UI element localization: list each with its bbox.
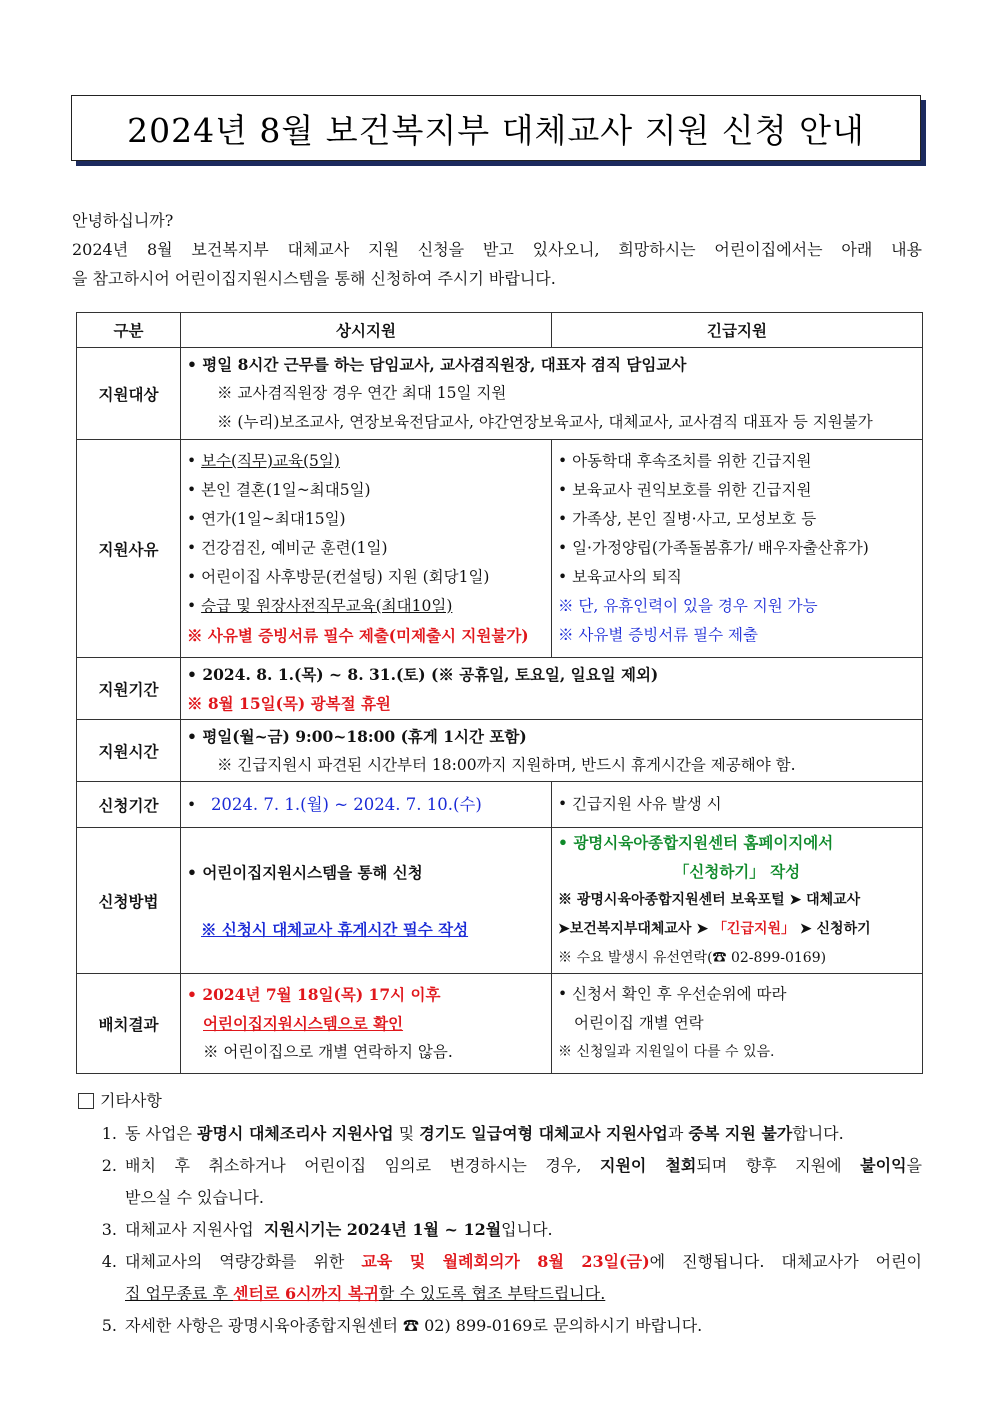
- row-label-target: 지원대상: [77, 348, 181, 440]
- apply-period-emergency: • 긴급지원 사유 발생 시: [558, 795, 722, 813]
- method-emergency-line-2: 「신청하기」 작성: [673, 862, 801, 881]
- support-table: [76, 312, 923, 1074]
- hours-cell: [181, 720, 923, 782]
- result-emergency-line-2: 어린이집 개별 연락: [574, 1014, 704, 1032]
- header-emergency: 긴급지원: [552, 313, 923, 348]
- reason-regular-item: • 어린이집 사후방문(컨설팅) 지원 (회당1일): [187, 568, 490, 586]
- reason-regular-item: • 보수(직무)교육(5일): [187, 452, 340, 470]
- reason-regular-item: • 본인 결혼(1일~최대5일): [187, 481, 371, 499]
- etc-item-2-cont: 받으실 수 있습니다.: [125, 1188, 264, 1207]
- intro: [72, 206, 922, 293]
- result-regular-line-2: 어린이집지원시스템으로 확인: [203, 1014, 404, 1033]
- method-regular-line-1: • 어린이집지원시스템을 통해 신청: [187, 862, 423, 882]
- reason-emergency-cell: [552, 440, 923, 658]
- reason-emergency-item: • 보육교사의 퇴직: [558, 568, 682, 586]
- header-regular: 상시지원: [181, 313, 552, 348]
- reason-regular-cell: [181, 440, 552, 658]
- etc-item-5: 5. 자세한 사항은 광명시육아종합지원센터 ☎ 02) 899-0169로 문의하시기 바랍니다.: [101, 1316, 703, 1335]
- target-line-2: ※ 교사겸직원장 경우 연간 최대 15일 지원: [217, 384, 507, 402]
- method-regular-cell: [181, 828, 552, 974]
- etc-item-4: 4. 대체교사의 역량강화를 위한 교육 및 월례회의가 8월 23일(금)에 진행됩니다. 대체교사가 어린이: [101, 1252, 922, 1271]
- period-line-1: • 2024. 8. 1.(목) ~ 8. 31.(토) (※ 공휴일, 토요일, 일요일 제외): [187, 664, 659, 684]
- result-regular-line-3: ※ 어린이집으로 개별 연락하지 않음.: [203, 1043, 453, 1061]
- result-regular-cell: [181, 974, 552, 1074]
- row-label-reason: 지원사유: [77, 440, 181, 658]
- etc-item-4-cont: 집 업무종료 후 센터로 6시까지 복귀할 수 있도록 협조 부탁드립니다.: [125, 1284, 606, 1303]
- spacer: [187, 887, 545, 915]
- reason-emergency-note-1: ※ 단, 유휴인력이 있을 경우 지원 가능: [558, 597, 818, 615]
- result-emergency-cell: [552, 974, 923, 1074]
- target-cell: [181, 348, 923, 440]
- apply-period-emergency-cell: [552, 782, 923, 828]
- result-regular-line-1: • 2024년 7월 18일(목) 17시 이후: [187, 985, 441, 1004]
- etc-item-2: 2. 배치 후 취소하거나 어린이집 임의로 변경하시는 경우, 지원이 철회되며 향후 지원에 불이익을: [101, 1156, 922, 1175]
- row-result: [77, 974, 923, 1074]
- reason-emergency-item: • 아동학대 후속조치를 위한 긴급지원: [558, 452, 812, 470]
- row-target: [77, 348, 923, 440]
- method-emergency-line-3: ※ 광명시육아종합지원센터 보육포털 ➤ 대체교사: [558, 892, 861, 908]
- apply-period-regular: • 2024. 7. 1.(월) ~ 2024. 7. 10.(수): [187, 794, 482, 814]
- method-regular-line-2: ※ 신청시 대체교사 휴게시간 필수 작성: [201, 919, 469, 939]
- reason-emergency-item: • 가족상, 본인 질병·사고, 모성보호 등: [558, 510, 817, 528]
- method-emergency-line-1: • 광명시육아종합지원센터 홈페이지에서: [558, 833, 834, 852]
- method-emergency-line-5: ※ 수요 발생시 유선연락(☎ 02-899-0169): [558, 950, 827, 966]
- reason-regular-item: • 연가(1일~최대15일): [187, 510, 346, 528]
- row-apply-period: [77, 782, 923, 828]
- reason-regular-item: • 승급 및 원장사전직무교육(최대10일): [187, 597, 453, 615]
- row-period: [77, 658, 923, 720]
- row-hours: [77, 720, 923, 782]
- row-label-result: 배치결과: [77, 974, 181, 1074]
- title-box: [71, 95, 921, 161]
- reason-regular-item: • 건강검진, 예비군 훈련(1일): [187, 539, 388, 557]
- target-line-3: ※ (누리)보조교사, 연장보육전담교사, 야간연장보육교사, 대체교사, 교사겸직 대표자 등 지원불가: [217, 413, 873, 431]
- row-label-method: 신청방법: [77, 828, 181, 974]
- row-label-hours: 지원시간: [77, 720, 181, 782]
- row-reason: [77, 440, 923, 658]
- intro-line-1: 2024년 8월 보건복지부 대체교사 지원 신청을 받고 있사오니, 희망하시는 어린이집에서는 아래 내용: [72, 240, 922, 259]
- page-title: 2024년 8월 보건복지부 대체교사 지원 신청 안내: [127, 110, 865, 150]
- target-line-1: • 평일 8시간 근무를 하는 담임교사, 교사겸직원장, 대표자 겸직 담임교사: [187, 355, 687, 374]
- row-label-apply-period: 신청기간: [77, 782, 181, 828]
- etc-list: [72, 1118, 922, 1342]
- etc-item-1: 1. 동 사업은 광명시 대체조리사 지원사업 및 경기도 일급여형 대체교사 지원사업과 중복 지원 불가합니다.: [101, 1124, 844, 1143]
- header-category: 구분: [77, 313, 181, 348]
- hours-line-1: • 평일(월~금) 9:00~18:00 (휴게 1시간 포함): [187, 726, 527, 746]
- reason-regular-note: ※ 사유별 증빙서류 필수 제출(미제출시 지원불가): [187, 626, 529, 645]
- checkbox-square-icon: [78, 1093, 94, 1109]
- etc-item-3: 3. 대체교사 지원사업 지원시기는 2024년 1월 ~ 12월입니다.: [101, 1220, 553, 1239]
- row-method: [77, 828, 923, 974]
- method-emergency-line-4: ➤보건복지부대체교사 ➤ 「긴급지원」 ➤ 신청하기: [558, 921, 871, 937]
- intro-line-2: 을 참고하시어 어린이집지원시스템을 통해 신청하여 주시기 바랍니다.: [72, 269, 556, 288]
- method-emergency-cell: [552, 828, 923, 974]
- row-label-period: 지원기간: [77, 658, 181, 720]
- table-header-row: [77, 313, 923, 348]
- apply-period-regular-cell: [181, 782, 552, 828]
- result-emergency-line-1: • 신청서 확인 후 우선순위에 따라: [558, 985, 787, 1003]
- etc-section: [72, 1088, 922, 1342]
- hours-line-2: ※ 긴급지원시 파견된 시간부터 18:00까지 지원하며, 반드시 휴게시간을 제공해야 함.: [217, 755, 796, 774]
- reason-emergency-item: • 보육교사 권익보호를 위한 긴급지원: [558, 481, 812, 499]
- etc-title: 기타사항: [72, 1088, 922, 1114]
- period-cell: [181, 658, 923, 720]
- reason-emergency-item: • 일·가정양립(가족돌봄휴가/ 배우자출산휴가): [558, 539, 869, 557]
- period-line-2: ※ 8월 15일(목) 광복절 휴원: [187, 693, 391, 713]
- intro-greeting: 안녕하십니까?: [72, 211, 174, 230]
- result-emergency-line-3: ※ 신청일과 지원일이 다를 수 있음.: [558, 1044, 775, 1060]
- reason-emergency-note-2: ※ 사유별 증빙서류 필수 제출: [558, 626, 758, 644]
